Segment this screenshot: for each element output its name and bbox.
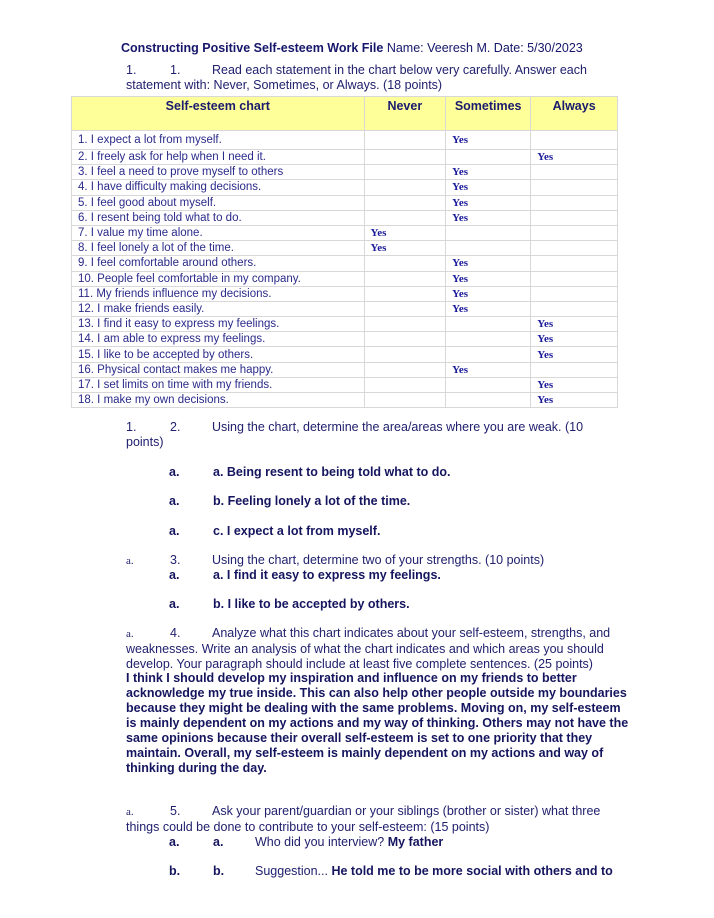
q5-item-1-label: Who did you interview? bbox=[255, 835, 388, 849]
header-statement: Self-esteem chart bbox=[72, 97, 365, 131]
always-cell: Yes bbox=[531, 347, 618, 362]
sometimes-cell bbox=[446, 317, 531, 332]
table-row bbox=[72, 210, 618, 225]
question-5 bbox=[126, 804, 626, 835]
never-cell bbox=[364, 271, 446, 286]
table-row bbox=[72, 286, 618, 301]
always-cell bbox=[531, 210, 618, 225]
never-cell bbox=[364, 317, 446, 332]
sometimes-cell: Yes bbox=[446, 301, 531, 316]
question-4 bbox=[126, 626, 626, 672]
table-row bbox=[72, 241, 618, 256]
chart-body bbox=[72, 131, 618, 408]
q2-text: Using the chart, determine the area/areas where you are weak. (10 points) bbox=[126, 420, 584, 449]
q5-text: Ask your parent/guardian or your siblings (brother or sister) what three things could be done to contribute to your self-esteem: (15 points) bbox=[126, 804, 601, 834]
q3-text: Using the chart, determine two of your strengths. (10 points) bbox=[212, 553, 545, 567]
q5-item-1-sub-marker: a. bbox=[213, 835, 224, 849]
always-cell bbox=[531, 131, 618, 150]
q2-answer-2-marker: a. bbox=[169, 494, 180, 508]
table-row bbox=[72, 393, 618, 408]
q4-list-marker: a. bbox=[126, 628, 134, 640]
statement-cell: 18. I make my own decisions. bbox=[72, 393, 365, 408]
sometimes-cell bbox=[446, 241, 531, 256]
q2-answer-1-marker: a. bbox=[169, 465, 180, 479]
q4-number: 4. bbox=[170, 626, 181, 640]
statement-cell: 1. I expect a lot from myself. bbox=[72, 131, 365, 150]
q4-text: Analyze what this chart indicates about your self-esteem, strengths, and weaknesses. Write an analysis of what the chart indicates and which areas you should develop. Your paragraph should include at least five complete sentences. (25 points) bbox=[126, 626, 611, 671]
always-cell bbox=[531, 286, 618, 301]
q3-answer-1-marker: a. bbox=[169, 568, 180, 582]
table-row bbox=[72, 150, 618, 165]
never-cell bbox=[364, 195, 446, 210]
statement-cell: 9. I feel comfortable around others. bbox=[72, 256, 365, 271]
statement-cell: 13. I find it easy to express my feelings. bbox=[72, 317, 365, 332]
always-cell bbox=[531, 180, 618, 195]
q5-item-1-answer: My father bbox=[387, 835, 444, 849]
never-cell bbox=[364, 332, 446, 347]
q5-item-2-sub-marker: b. bbox=[213, 864, 225, 878]
q1-text: Read each statement in the chart below very carefully. Answer each statement with: Never, Sometimes, or Always. (18 points) bbox=[126, 63, 587, 92]
never-cell bbox=[364, 180, 446, 195]
q1-number: 1. bbox=[170, 63, 181, 77]
question-3 bbox=[126, 553, 606, 569]
never-cell bbox=[364, 393, 446, 408]
q5-item-2-marker: b. bbox=[169, 864, 181, 878]
sometimes-cell: Yes bbox=[446, 256, 531, 271]
statement-cell: 10. People feel comfortable in my company. bbox=[72, 271, 365, 286]
q2-list-number: 1. bbox=[126, 420, 137, 434]
q5-item-2-label: Suggestion... bbox=[255, 864, 332, 878]
sometimes-cell bbox=[446, 347, 531, 362]
statement-cell: 3. I feel a need to prove myself to others bbox=[72, 165, 365, 180]
sometimes-cell: Yes bbox=[446, 165, 531, 180]
sometimes-cell bbox=[446, 225, 531, 240]
table-row bbox=[72, 180, 618, 195]
never-cell bbox=[364, 150, 446, 165]
q2-answer-3-marker: a. bbox=[169, 524, 180, 538]
always-cell: Yes bbox=[531, 393, 618, 408]
never-cell bbox=[364, 347, 446, 362]
statement-cell: 17. I set limits on time with my friends. bbox=[72, 377, 365, 392]
always-cell: Yes bbox=[531, 150, 618, 165]
never-cell bbox=[364, 377, 446, 392]
statement-cell: 7. I value my time alone. bbox=[72, 225, 365, 240]
always-cell: Yes bbox=[531, 332, 618, 347]
never-cell bbox=[364, 301, 446, 316]
q3-answer-2-marker: a. bbox=[169, 597, 180, 611]
sometimes-cell: Yes bbox=[446, 286, 531, 301]
always-cell bbox=[531, 362, 618, 377]
q2-answer-1-text: a. Being resent to being told what to do. bbox=[213, 465, 451, 479]
statement-cell: 15. I like to be accepted by others. bbox=[72, 347, 365, 362]
title-bold: Constructing Positive Self-esteem Work File bbox=[121, 41, 384, 55]
table-row bbox=[72, 256, 618, 271]
q2-answer-2 bbox=[169, 494, 410, 509]
always-cell bbox=[531, 271, 618, 286]
sometimes-cell bbox=[446, 150, 531, 165]
q3-number: 3. bbox=[170, 553, 181, 567]
sometimes-cell bbox=[446, 393, 531, 408]
self-esteem-chart bbox=[71, 96, 618, 408]
statement-cell: 6. I resent being told what to do. bbox=[72, 210, 365, 225]
q2-answer-1 bbox=[169, 465, 451, 480]
always-cell bbox=[531, 241, 618, 256]
sometimes-cell: Yes bbox=[446, 210, 531, 225]
q4-answer-paragraph: I think I should develop my inspiration and influence on my friends to better acknowledge my true inside. This can also help other people outside my boundaries because they might be dealing with the same problems. Moving on, my self-esteem is mainly dependent on my actions and my way of thinking. Others may not have the same opinions because their overall self-esteem is set to one priority that they maintain. Overall, my self-esteem is mainly dependent on my actions and way of thinking during the day. bbox=[126, 671, 629, 775]
table-row bbox=[72, 317, 618, 332]
never-cell bbox=[364, 165, 446, 180]
table-row bbox=[72, 195, 618, 210]
q5-number: 5. bbox=[170, 804, 181, 818]
statement-cell: 14. I am able to express my feelings. bbox=[72, 332, 365, 347]
header-never: Never bbox=[364, 97, 446, 131]
table-row bbox=[72, 271, 618, 286]
table-row bbox=[72, 165, 618, 180]
q3-answer-1 bbox=[169, 568, 441, 583]
q5-item-1-marker: a. bbox=[169, 835, 180, 849]
statement-cell: 12. I make friends easily. bbox=[72, 301, 365, 316]
never-cell: Yes bbox=[364, 225, 446, 240]
table-row bbox=[72, 377, 618, 392]
title-name-date: Name: Veeresh M. Date: 5/30/2023 bbox=[383, 41, 583, 55]
sometimes-cell: Yes bbox=[446, 195, 531, 210]
q3-answer-2-text: b. I like to be accepted by others. bbox=[213, 597, 410, 611]
q2-answer-2-text: b. Feeling lonely a lot of the time. bbox=[213, 494, 411, 508]
always-cell: Yes bbox=[531, 377, 618, 392]
never-cell bbox=[364, 210, 446, 225]
table-row bbox=[72, 332, 618, 347]
never-cell bbox=[364, 131, 446, 150]
sometimes-cell bbox=[446, 332, 531, 347]
q5-item-2-answer: He told me to be more social with others and to bbox=[331, 864, 613, 878]
q5-item-interviewee bbox=[169, 835, 443, 850]
q2-answer-3-text: c. I expect a lot from myself. bbox=[213, 524, 381, 538]
sometimes-cell: Yes bbox=[446, 271, 531, 286]
sometimes-cell: Yes bbox=[446, 180, 531, 195]
always-cell: Yes bbox=[531, 317, 618, 332]
q1-list-number: 1. bbox=[126, 63, 137, 77]
q3-answer-2 bbox=[169, 597, 410, 612]
statement-cell: 2. I freely ask for help when I need it. bbox=[72, 150, 365, 165]
statement-cell: 5. I feel good about myself. bbox=[72, 195, 365, 210]
always-cell bbox=[531, 225, 618, 240]
always-cell bbox=[531, 195, 618, 210]
table-row bbox=[72, 362, 618, 377]
sometimes-cell: Yes bbox=[446, 362, 531, 377]
sometimes-cell bbox=[446, 377, 531, 392]
q2-number: 2. bbox=[170, 420, 181, 434]
q3-answer-1-text: a. I find it easy to express my feelings. bbox=[213, 568, 441, 582]
statement-cell: 11. My friends influence my decisions. bbox=[72, 286, 365, 301]
never-cell bbox=[364, 256, 446, 271]
always-cell bbox=[531, 301, 618, 316]
header-always: Always bbox=[531, 97, 618, 131]
q2-answer-3 bbox=[169, 524, 380, 539]
never-cell bbox=[364, 362, 446, 377]
question-2 bbox=[126, 420, 606, 450]
always-cell bbox=[531, 165, 618, 180]
statement-cell: 16. Physical contact makes me happy. bbox=[72, 362, 365, 377]
chart-header-row bbox=[72, 97, 618, 131]
never-cell: Yes bbox=[364, 241, 446, 256]
sometimes-cell: Yes bbox=[446, 131, 531, 150]
page-title bbox=[121, 41, 583, 55]
header-sometimes: Sometimes bbox=[446, 97, 531, 131]
table-row bbox=[72, 301, 618, 316]
always-cell bbox=[531, 256, 618, 271]
table-row bbox=[72, 131, 618, 150]
statement-cell: 8. I feel lonely a lot of the time. bbox=[72, 241, 365, 256]
question-1 bbox=[126, 63, 616, 93]
q5-item-suggestion bbox=[169, 864, 613, 879]
table-row bbox=[72, 225, 618, 240]
q3-list-marker: a. bbox=[126, 555, 134, 567]
never-cell bbox=[364, 286, 446, 301]
table-row bbox=[72, 347, 618, 362]
statement-cell: 4. I have difficulty making decisions. bbox=[72, 180, 365, 195]
q5-list-marker: a. bbox=[126, 806, 134, 818]
